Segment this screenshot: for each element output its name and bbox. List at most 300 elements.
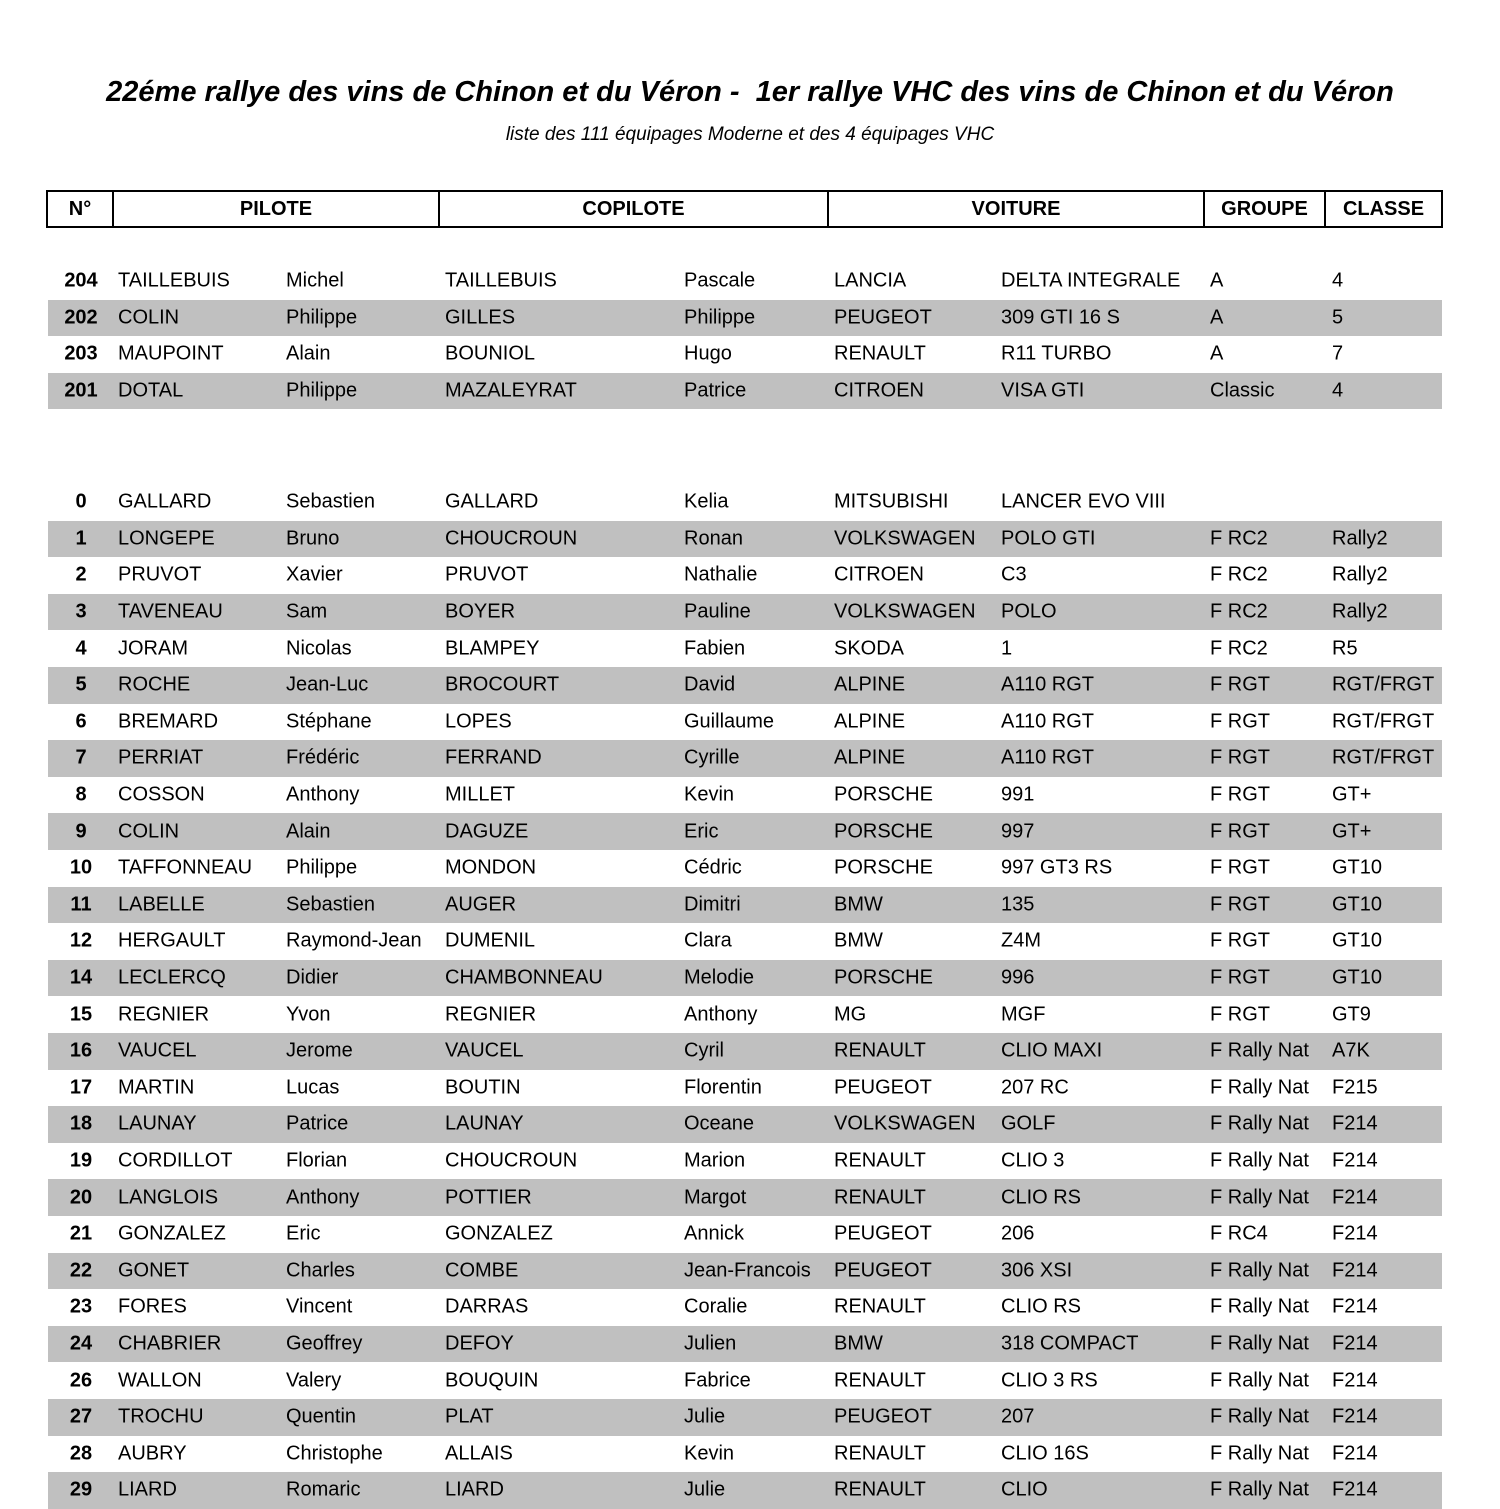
cell-pilote-nom: WALLON [118, 1369, 202, 1392]
table-row [48, 923, 1442, 960]
cell-num: 203 [64, 342, 98, 365]
cell-classe: 5 [1332, 306, 1344, 329]
cell-marque: CITROEN [834, 379, 924, 402]
cell-num: 12 [69, 929, 93, 952]
cell-classe: A7K [1332, 1039, 1370, 1062]
cell-modele: LANCER EVO VIII [1001, 490, 1166, 513]
cell-modele: CLIO [1001, 1478, 1048, 1501]
table-row [48, 1472, 1442, 1509]
cell-modele: C3 [1001, 563, 1027, 586]
cell-groupe: A [1210, 306, 1224, 329]
cell-marque: PEUGEOT [834, 1259, 932, 1282]
cell-modele: A110 RGT [1001, 710, 1094, 733]
cell-num: 29 [69, 1478, 93, 1501]
cell-copilote-prenom: Julie [684, 1478, 726, 1501]
table-row [48, 594, 1442, 631]
table-row [48, 850, 1442, 887]
cell-groupe: F RGT [1210, 966, 1270, 989]
cell-groupe: Classic [1210, 379, 1275, 402]
table-row [48, 777, 1442, 814]
cell-groupe: F Rally Nat [1210, 1259, 1309, 1282]
cell-pilote-prenom: Quentin [286, 1405, 357, 1428]
cell-pilote-nom: GONET [118, 1259, 190, 1282]
cell-marque: RENAULT [834, 1369, 926, 1392]
cell-num: 28 [69, 1442, 93, 1465]
cell-classe: 7 [1332, 342, 1344, 365]
cell-pilote-nom: MAUPOINT [118, 342, 224, 365]
table-row [48, 813, 1442, 850]
cell-num: 201 [64, 379, 98, 402]
cell-num: 22 [69, 1259, 93, 1282]
cell-marque: PORSCHE [834, 856, 933, 879]
cell-num: 21 [69, 1222, 93, 1245]
cell-modele: 306 XSI [1001, 1259, 1073, 1282]
cell-marque: PEUGEOT [834, 1405, 932, 1428]
cell-copilote-prenom: Cyrille [684, 746, 740, 769]
cell-groupe: F RGT [1210, 820, 1270, 843]
cell-copilote-prenom: Margot [684, 1186, 747, 1209]
cell-modele: CLIO 3 RS [1001, 1369, 1098, 1392]
cell-groupe: A [1210, 269, 1224, 292]
cell-pilote-prenom: Florian [286, 1149, 348, 1172]
cell-pilote-nom: PERRIAT [118, 746, 204, 769]
cell-marque: PEUGEOT [834, 1076, 932, 1099]
cell-classe: F214 [1332, 1186, 1378, 1209]
table-row [48, 521, 1442, 558]
cell-num: 24 [69, 1332, 93, 1355]
cell-copilote-nom: BROCOURT [445, 673, 560, 696]
cell-pilote-prenom: Philippe [286, 379, 358, 402]
cell-copilote-nom: MILLET [445, 783, 516, 806]
cell-num: 17 [69, 1076, 93, 1099]
cell-marque: PEUGEOT [834, 1222, 932, 1245]
cell-pilote-prenom: Raymond-Jean [286, 929, 422, 952]
cell-pilote-prenom: Patrice [286, 1112, 349, 1135]
cell-pilote-nom: TROCHU [118, 1405, 204, 1428]
cell-groupe: F Rally Nat [1210, 1149, 1309, 1172]
cell-pilote-prenom: Jean-Luc [286, 673, 369, 696]
cell-copilote-prenom: Dimitri [684, 893, 741, 916]
cell-copilote-nom: DUMENIL [445, 929, 536, 952]
cell-copilote-nom: GONZALEZ [445, 1222, 553, 1245]
cell-copilote-nom: CHOUCROUN [445, 527, 578, 550]
header-pilote: PILOTE [112, 190, 440, 228]
page-title: 22éme rallye des vins de Chinon et du Véron - 1er rallye VHC des vins de Chinon et du Véron [106, 76, 1394, 108]
cell-pilote-prenom: Valery [286, 1369, 342, 1392]
cell-classe: GT10 [1332, 929, 1383, 952]
cell-groupe: F Rally Nat [1210, 1186, 1309, 1209]
cell-copilote-nom: GALLARD [445, 490, 539, 513]
cell-copilote-prenom: Ronan [684, 527, 743, 550]
cell-pilote-nom: JORAM [118, 637, 188, 660]
cell-num: 20 [69, 1186, 93, 1209]
cell-pilote-nom: PRUVOT [118, 563, 202, 586]
cell-groupe: F Rally Nat [1210, 1076, 1309, 1099]
cell-classe: RGT/FRGT [1332, 673, 1435, 696]
cell-groupe: F RC2 [1210, 637, 1268, 660]
cell-marque: SKODA [834, 637, 905, 660]
cell-pilote-prenom: Michel [286, 269, 344, 292]
table-row [48, 1326, 1442, 1363]
cell-groupe: F Rally Nat [1210, 1295, 1309, 1318]
cell-groupe: F Rally Nat [1210, 1369, 1309, 1392]
cell-num: 2 [75, 563, 87, 586]
cell-num: 27 [69, 1405, 93, 1428]
table-row [48, 887, 1442, 924]
cell-classe: F214 [1332, 1369, 1378, 1392]
cell-modele: 997 [1001, 820, 1035, 843]
cell-copilote-prenom: Eric [684, 820, 719, 843]
table-row [48, 484, 1442, 521]
cell-classe: F215 [1332, 1076, 1378, 1099]
cell-copilote-nom: ALLAIS [445, 1442, 513, 1465]
table-row [48, 1362, 1442, 1399]
table-row [48, 740, 1442, 777]
cell-pilote-prenom: Jerome [286, 1039, 353, 1062]
cell-groupe: F RGT [1210, 783, 1270, 806]
cell-pilote-nom: LABELLE [118, 893, 205, 916]
cell-num: 23 [69, 1295, 93, 1318]
cell-copilote-prenom: Patrice [684, 379, 747, 402]
cell-groupe: F Rally Nat [1210, 1442, 1309, 1465]
cell-pilote-prenom: Sam [286, 600, 328, 623]
cell-pilote-prenom: Nicolas [286, 637, 352, 660]
cell-copilote-nom: MONDON [445, 856, 537, 879]
cell-classe: F214 [1332, 1112, 1378, 1135]
cell-classe: F214 [1332, 1222, 1378, 1245]
cell-num: 5 [75, 673, 87, 696]
table-row [48, 1033, 1442, 1070]
cell-pilote-prenom: Lucas [286, 1076, 340, 1099]
table-row [48, 1216, 1442, 1253]
cell-pilote-nom: ROCHE [118, 673, 191, 696]
cell-pilote-nom: LANGLOIS [118, 1186, 219, 1209]
cell-pilote-nom: LIARD [118, 1478, 177, 1501]
cell-pilote-nom: GONZALEZ [118, 1222, 226, 1245]
cell-classe: F214 [1332, 1149, 1378, 1172]
cell-copilote-prenom: Fabien [684, 637, 746, 660]
cell-marque: VOLKSWAGEN [834, 1112, 976, 1135]
cell-copilote-nom: DEFOY [445, 1332, 514, 1355]
table-row [48, 263, 1442, 300]
cell-copilote-nom: AUGER [445, 893, 517, 916]
cell-pilote-nom: MARTIN [118, 1076, 195, 1099]
cell-groupe: F Rally Nat [1210, 1332, 1309, 1355]
cell-copilote-nom: BOUQUIN [445, 1369, 539, 1392]
table-row [48, 667, 1442, 704]
cell-modele: 135 [1001, 893, 1035, 916]
cell-num: 7 [75, 746, 87, 769]
cell-pilote-prenom: Vincent [286, 1295, 353, 1318]
cell-modele: CLIO 3 [1001, 1149, 1065, 1172]
cell-num: 11 [70, 893, 92, 916]
cell-groupe: F RC2 [1210, 600, 1268, 623]
cell-pilote-nom: TAVENEAU [118, 600, 223, 623]
cell-copilote-nom: DAGUZE [445, 820, 529, 843]
cell-pilote-prenom: Charles [286, 1259, 355, 1282]
header-groupe: GROUPE [1203, 190, 1326, 228]
cell-marque: ALPINE [834, 710, 906, 733]
cell-copilote-prenom: David [684, 673, 736, 696]
cell-marque: RENAULT [834, 1149, 926, 1172]
cell-copilote-prenom: Julien [684, 1332, 737, 1355]
cell-classe: 4 [1332, 269, 1344, 292]
cell-modele: 996 [1001, 966, 1035, 989]
cell-copilote-nom: CHOUCROUN [445, 1149, 578, 1172]
cell-groupe: F RGT [1210, 746, 1270, 769]
cell-pilote-prenom: Sebastien [286, 893, 375, 916]
cell-marque: VOLKSWAGEN [834, 527, 976, 550]
cell-num: 202 [64, 306, 98, 329]
cell-classe: GT10 [1332, 856, 1383, 879]
cell-modele: 1 [1001, 637, 1013, 660]
cell-copilote-nom: BOUNIOL [445, 342, 536, 365]
cell-copilote-prenom: Florentin [684, 1076, 762, 1099]
header-voiture: VOITURE [827, 190, 1205, 228]
cell-num: 6 [75, 710, 87, 733]
cell-copilote-nom: REGNIER [445, 1003, 537, 1026]
table-row [48, 1143, 1442, 1180]
cell-copilote-prenom: Hugo [684, 342, 732, 365]
cell-marque: BMW [834, 1332, 883, 1355]
table-row [48, 1436, 1442, 1473]
header-copilote: COPILOTE [438, 190, 829, 228]
cell-pilote-prenom: Philippe [286, 306, 358, 329]
cell-classe: GT10 [1332, 893, 1383, 916]
cell-marque: PORSCHE [834, 783, 933, 806]
cell-classe: GT9 [1332, 1003, 1371, 1026]
cell-copilote-nom: PRUVOT [445, 563, 529, 586]
cell-pilote-nom: COLIN [118, 820, 180, 843]
cell-modele: 997 GT3 RS [1001, 856, 1113, 879]
cell-marque: RENAULT [834, 1039, 926, 1062]
cell-pilote-nom: BREMARD [118, 710, 219, 733]
cell-modele: 991 [1001, 783, 1035, 806]
cell-groupe: F RC4 [1210, 1222, 1268, 1245]
cell-groupe: F Rally Nat [1210, 1112, 1309, 1135]
cell-modele: CLIO MAXI [1001, 1039, 1103, 1062]
cell-num: 9 [75, 820, 87, 843]
cell-classe: RGT/FRGT [1332, 746, 1435, 769]
cell-copilote-nom: BOUTIN [445, 1076, 521, 1099]
cell-marque: RENAULT [834, 342, 926, 365]
cell-modele: A110 RGT [1001, 746, 1094, 769]
cell-copilote-nom: LOPES [445, 710, 512, 733]
cell-copilote-nom: GILLES [445, 306, 516, 329]
cell-classe: F214 [1332, 1478, 1378, 1501]
cell-classe: F214 [1332, 1259, 1378, 1282]
table-row [48, 1399, 1442, 1436]
cell-classe: 4 [1332, 379, 1344, 402]
cell-marque: BMW [834, 893, 883, 916]
cell-modele: 207 RC [1001, 1076, 1069, 1099]
cell-classe: GT10 [1332, 966, 1383, 989]
cell-marque: ALPINE [834, 746, 906, 769]
table-row [48, 300, 1442, 337]
table-row [48, 1070, 1442, 1107]
cell-pilote-prenom: Alain [286, 820, 331, 843]
cell-marque: VOLKSWAGEN [834, 600, 976, 623]
cell-copilote-nom: POTTIER [445, 1186, 532, 1209]
cell-modele: DELTA INTEGRALE [1001, 269, 1181, 292]
cell-marque: RENAULT [834, 1295, 926, 1318]
cell-copilote-nom: VAUCEL [445, 1039, 524, 1062]
cell-copilote-nom: LAUNAY [445, 1112, 524, 1135]
cell-pilote-prenom: Romaric [286, 1478, 361, 1501]
table-row [48, 1289, 1442, 1326]
cell-modele: 318 COMPACT [1001, 1332, 1139, 1355]
cell-marque: RENAULT [834, 1442, 926, 1465]
table-row [48, 1106, 1442, 1143]
cell-copilote-prenom: Cédric [684, 856, 742, 879]
cell-pilote-prenom: Anthony [286, 783, 360, 806]
cell-modele: 207 [1001, 1405, 1035, 1428]
cell-copilote-prenom: Philippe [684, 306, 756, 329]
cell-copilote-prenom: Annick [684, 1222, 745, 1245]
cell-copilote-prenom: Marion [684, 1149, 746, 1172]
cell-pilote-nom: GALLARD [118, 490, 212, 513]
cell-num: 14 [69, 966, 93, 989]
cell-copilote-prenom: Clara [684, 929, 732, 952]
cell-modele: CLIO RS [1001, 1295, 1082, 1318]
cell-num: 26 [69, 1369, 93, 1392]
cell-marque: RENAULT [834, 1186, 926, 1209]
cell-pilote-nom: TAILLEBUIS [118, 269, 230, 292]
cell-marque: CITROEN [834, 563, 924, 586]
cell-modele: VISA GTI [1001, 379, 1085, 402]
cell-num: 19 [69, 1149, 93, 1172]
cell-num: 15 [69, 1003, 93, 1026]
cell-modele: 206 [1001, 1222, 1035, 1245]
cell-pilote-nom: FORES [118, 1295, 187, 1318]
cell-copilote-nom: DARRAS [445, 1295, 529, 1318]
cell-pilote-nom: LONGEPE [118, 527, 215, 550]
cell-pilote-nom: HERGAULT [118, 929, 226, 952]
table-row [48, 336, 1442, 373]
cell-pilote-nom: CORDILLOT [118, 1149, 233, 1172]
cell-modele: MGF [1001, 1003, 1046, 1026]
cell-groupe: F Rally Nat [1210, 1478, 1309, 1501]
cell-modele: Z4M [1001, 929, 1041, 952]
cell-num: 1 [75, 527, 87, 550]
cell-modele: R11 TURBO [1001, 342, 1112, 365]
table-row [48, 557, 1442, 594]
cell-groupe: F Rally Nat [1210, 1039, 1309, 1062]
cell-pilote-prenom: Stéphane [286, 710, 372, 733]
cell-copilote-prenom: Coralie [684, 1295, 748, 1318]
cell-pilote-nom: VAUCEL [118, 1039, 197, 1062]
cell-pilote-prenom: Alain [286, 342, 331, 365]
cell-classe: R5 [1332, 637, 1358, 660]
cell-marque: LANCIA [834, 269, 907, 292]
table-header [46, 190, 1443, 228]
cell-classe: F214 [1332, 1442, 1378, 1465]
cell-marque: MG [834, 1003, 867, 1026]
cell-copilote-prenom: Melodie [684, 966, 755, 989]
cell-groupe: F Rally Nat [1210, 1405, 1309, 1428]
cell-pilote-prenom: Xavier [286, 563, 343, 586]
cell-pilote-prenom: Geoffrey [286, 1332, 363, 1355]
cell-copilote-nom: TAILLEBUIS [445, 269, 557, 292]
cell-pilote-prenom: Frédéric [286, 746, 360, 769]
cell-marque: PORSCHE [834, 820, 933, 843]
cell-marque: MITSUBISHI [834, 490, 949, 513]
cell-pilote-nom: LAUNAY [118, 1112, 197, 1135]
cell-copilote-nom: BOYER [445, 600, 516, 623]
cell-pilote-prenom: Anthony [286, 1186, 360, 1209]
cell-copilote-prenom: Guillaume [684, 710, 775, 733]
cell-num: 8 [75, 783, 87, 806]
cell-pilote-prenom: Christophe [286, 1442, 383, 1465]
cell-marque: ALPINE [834, 673, 906, 696]
cell-classe: GT+ [1332, 820, 1372, 843]
table-row [48, 996, 1442, 1033]
cell-pilote-nom: TAFFONNEAU [118, 856, 253, 879]
table-row [48, 960, 1442, 997]
header-num: N° [46, 190, 114, 228]
cell-num: 10 [69, 856, 93, 879]
cell-num: 0 [75, 490, 87, 513]
cell-copilote-nom: CHAMBONNEAU [445, 966, 603, 989]
cell-classe: RGT/FRGT [1332, 710, 1435, 733]
cell-modele: POLO GTI [1001, 527, 1096, 550]
cell-modele: A110 RGT [1001, 673, 1094, 696]
cell-pilote-nom: COLIN [118, 306, 180, 329]
cell-marque: BMW [834, 929, 883, 952]
cell-groupe: F RGT [1210, 856, 1270, 879]
cell-copilote-nom: COMBE [445, 1259, 519, 1282]
cell-pilote-nom: REGNIER [118, 1003, 210, 1026]
cell-groupe: F RGT [1210, 673, 1270, 696]
cell-pilote-prenom: Sebastien [286, 490, 375, 513]
cell-copilote-prenom: Pascale [684, 269, 756, 292]
cell-pilote-nom: DOTAL [118, 379, 184, 402]
cell-groupe: F RGT [1210, 710, 1270, 733]
page-subtitle: liste des 111 équipages Moderne et des 4 équipages VHC [505, 124, 995, 145]
cell-num: 16 [69, 1039, 93, 1062]
cell-groupe: F RC2 [1210, 563, 1268, 586]
cell-groupe: F RGT [1210, 929, 1270, 952]
cell-copilote-prenom: Kevin [684, 783, 735, 806]
cell-pilote-prenom: Philippe [286, 856, 358, 879]
cell-copilote-prenom: Nathalie [684, 563, 758, 586]
cell-classe: F214 [1332, 1332, 1378, 1355]
table-row [48, 1253, 1442, 1290]
cell-copilote-nom: FERRAND [445, 746, 542, 769]
cell-num: 3 [75, 600, 87, 623]
cell-copilote-prenom: Julie [684, 1405, 726, 1428]
table-row [48, 704, 1442, 741]
cell-num: 18 [69, 1112, 93, 1135]
cell-groupe: F RC2 [1210, 527, 1268, 550]
cell-copilote-prenom: Jean-Francois [684, 1259, 811, 1282]
cell-marque: PORSCHE [834, 966, 933, 989]
cell-classe: Rally2 [1332, 527, 1388, 550]
cell-groupe: F RGT [1210, 1003, 1270, 1026]
cell-pilote-prenom: Yvon [286, 1003, 331, 1026]
cell-copilote-prenom: Kelia [684, 490, 729, 513]
cell-classe: Rally2 [1332, 563, 1388, 586]
table-row [48, 1179, 1442, 1216]
cell-num: 4 [75, 637, 87, 660]
cell-copilote-nom: LIARD [445, 1478, 504, 1501]
cell-pilote-prenom: Didier [286, 966, 339, 989]
cell-classe: F214 [1332, 1405, 1378, 1428]
cell-groupe: F RGT [1210, 893, 1270, 916]
cell-copilote-nom: BLAMPEY [445, 637, 540, 660]
cell-pilote-nom: AUBRY [118, 1442, 187, 1465]
cell-pilote-prenom: Eric [286, 1222, 321, 1245]
